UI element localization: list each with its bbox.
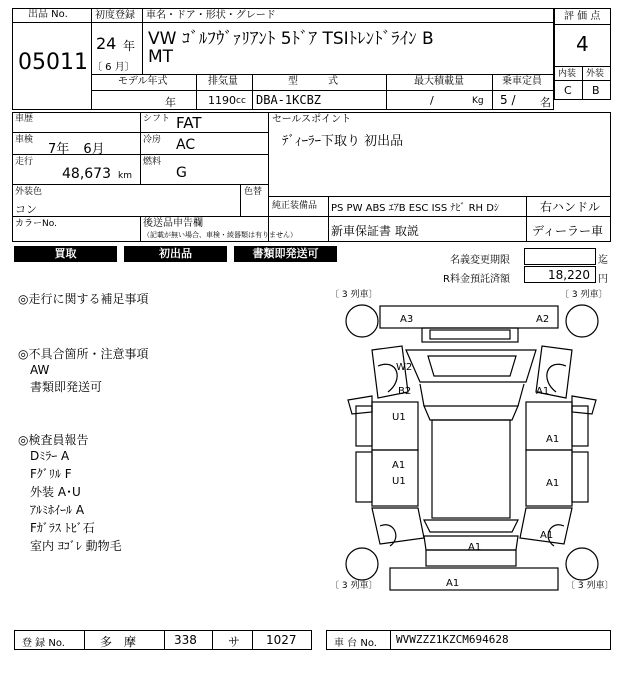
name-change-box [524,248,596,265]
reg-month: 〔 6 月〕 [92,62,135,73]
name-change-unit: 迄 [598,255,608,266]
shift-label: シフト [143,114,171,124]
fuel: G [176,165,187,181]
inspector-line-2: Fｸﾞﾘﾙ F [30,467,72,481]
reg-label: 登 録 No. [22,638,65,649]
mark-left-rear-door-1: A1 [392,460,406,471]
lot-label: 出品 No. [28,9,68,20]
capacity-label: 乗車定員 [502,76,542,87]
capacity: 5 / [500,93,516,107]
mileage-unit: km [118,171,132,181]
std-equip-label: 純正装備品 [272,201,318,211]
max-load-label: 最大積載量 [414,76,464,87]
inspector-line-6: 室内 ﾖｺﾞﾚ 動物毛 [30,539,122,553]
color-change-label: 色替 [244,187,263,197]
model-code: DBA-1KCBZ [256,93,322,107]
name-change-label: 名義変更期限 [450,255,510,266]
mark-left-fender-top: W2 [396,362,413,373]
displacement-label: 排気量 [208,76,238,87]
ac-label: 冷房 [143,135,162,145]
sales-point: ﾃﾞｨｰﾗｰ下取り 初出品 [282,134,404,149]
warranty: 新車保証書 取説 [331,224,419,238]
exterior-grade: B [592,84,600,97]
tire-front-left [346,305,378,337]
defect-line-2: 書類即発送可 [30,380,103,394]
mark-rear-bumper: A1 [446,578,460,589]
inspection: 7年 6月 [48,142,105,157]
max-load-slash: / [430,94,434,107]
ac: AC [176,137,196,153]
score-label: 評 価 点 [564,11,601,22]
model-label: 型 式 [288,76,338,87]
capacity-unit: 名 [540,96,551,109]
seats-top-left: 〔 3 列車〕 [330,290,378,300]
mark-right-front-door: A1 [546,434,560,445]
shift: FAT [176,114,202,132]
mark-right-rear-door: A1 [546,478,560,489]
mark-left-front-door: U1 [392,412,406,423]
car-name-line1: VW ｺﾞﾙﾌｳﾞｧﾘｱﾝﾄ 5ﾄﾞｱ TSIﾄﾚﾝﾄﾞﾗｲﾝ B [148,29,434,49]
mark-front-bumper-left: A3 [400,314,414,325]
vin: WVWZZZ1KZCM694628 [396,633,509,646]
reg-area: 多 摩 [100,635,137,649]
mark-left-rear-door-2: U1 [392,476,406,487]
displacement: 1190 [208,94,236,107]
model-year-unit: 年 [165,96,176,109]
interior-grade: C [564,84,572,97]
aftermarket-sub: （記載が無い場合、車検・綾器類は有りません） [143,231,297,239]
reg-year-unit: 年 [123,39,136,53]
recycle-amount: 18,220 [548,268,590,282]
tire-front-right [566,305,598,337]
tag-first-listing: 初出品 [124,246,227,262]
mileage: 48,673 [62,166,111,182]
reg-number: 1027 [266,633,297,647]
mark-front-bumper-right: A2 [536,314,550,325]
reg-kana: サ [228,635,241,649]
inspector-line-4: ｱﾙﾐﾎｲｰﾙ A [30,503,85,517]
reg-year: 24 [96,34,117,53]
fuel-label: 燃料 [143,157,162,167]
mark-right-fender: A1 [536,386,550,397]
std-equip: PS PW ABS ｴｱB ESC ISS ﾅﾋﾞ RH Dｼ [331,203,499,214]
mileage-label: 走行 [15,157,34,167]
car-name-label: 車名・ドア・形状・グレード [146,10,276,21]
dealer: ディーラー車 [532,224,604,238]
tire-rear-right [566,548,598,580]
recycle-label: R料金預託済額 [443,274,510,285]
defect-title: ◎不具合箇所・注意事項 [18,347,149,361]
lot-number: 05011 [18,50,88,75]
car-name-line2: MT [148,47,174,67]
max-load-unit: Kg [472,96,484,106]
tag-docs-ready: 書類即発送可 [234,246,337,262]
tag-kaitori: 買取 [14,246,117,262]
ext-color-label: 外装色 [15,187,43,197]
inspector-line-3: 外装 A･U [30,485,81,499]
inspector-line-5: Fｶﾞﾗｽ ﾄﾋﾞ石 [30,521,95,535]
color-no-label: カラーNo. [15,219,57,229]
defect-line-1: AW [30,363,50,377]
reg-class: 338 [174,633,197,647]
mark-trunk: A1 [468,542,482,553]
vin-label: 車 台 No. [334,638,377,649]
seats-top-right: 〔 3 列車〕 [560,290,608,300]
inspector-title: ◎検査員報告 [18,433,89,447]
mark-left-fender-bottom: B2 [398,386,412,397]
mark-right-quarter: A1 [540,530,554,541]
score: 4 [576,32,589,56]
interior-label: 内装 [558,69,577,79]
tire-rear-left [346,548,378,580]
inspector-line-1: Dﾐﾗｰ A [30,449,70,463]
recycle-unit: 円 [598,274,608,285]
ext-color: コン [15,203,37,216]
seats-bottom-left: 〔 3 列車〕 [330,581,378,591]
sales-point-label: セールスポイント [272,114,352,125]
car-damage-diagram [328,288,614,604]
aftermarket-label: 後送品申告欄 [143,218,203,229]
inspection-label: 車検 [15,135,34,145]
seats-bottom-right: 〔 3 列車〕 [566,581,614,591]
exterior-label: 外装 [586,69,605,79]
displacement-unit: cc [236,96,246,106]
first-reg-label: 初度登録 [95,10,135,21]
steering: 右ハンドル [540,200,601,214]
model-year-label: モデル年式 [118,76,168,87]
supp-title: ◎走行に関する補足事項 [18,292,149,306]
history-label: 車歴 [15,114,34,124]
